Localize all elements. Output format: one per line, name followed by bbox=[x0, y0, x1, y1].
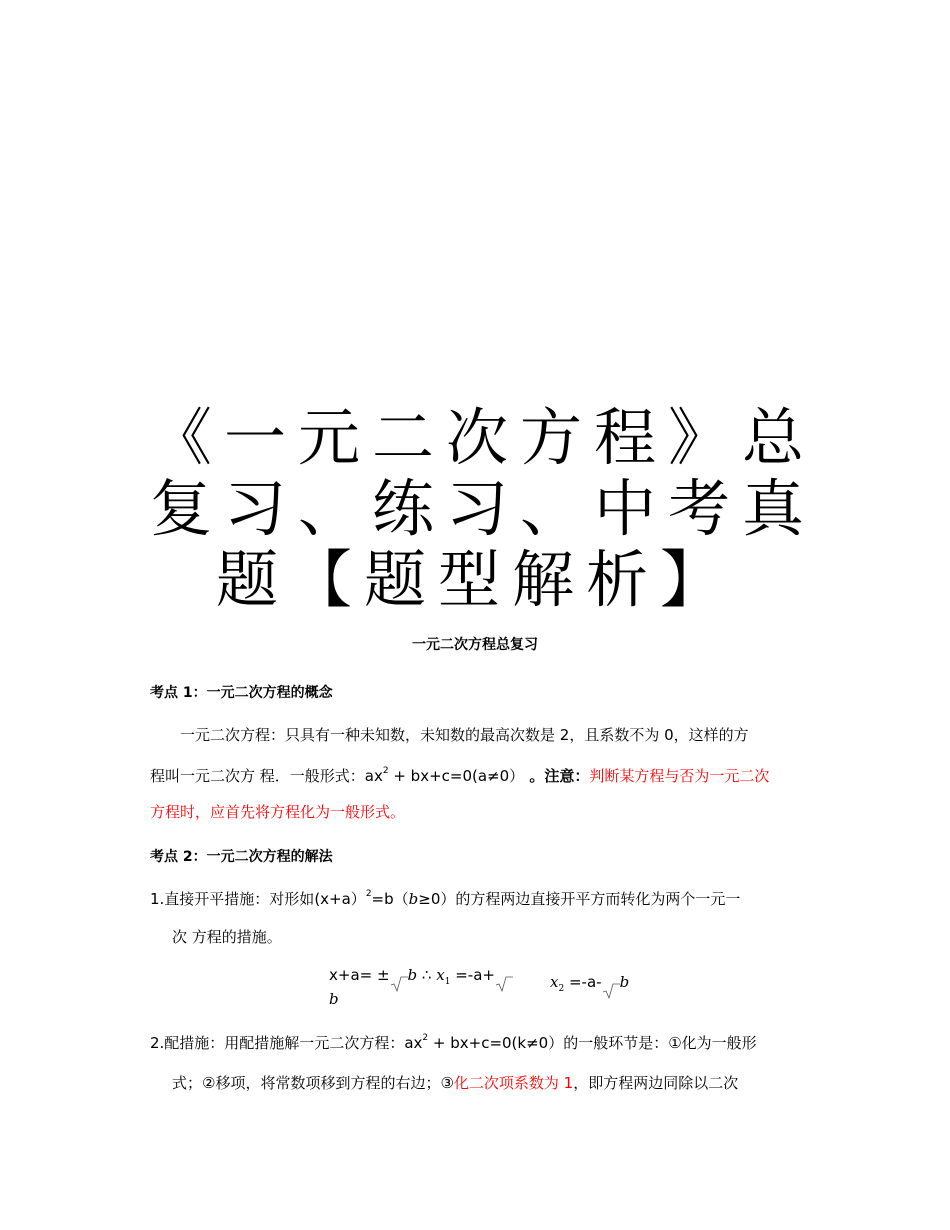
method1-text-b: =b（ bbox=[371, 890, 409, 908]
math-subscript: 2 bbox=[558, 984, 565, 994]
method2-line-1 bbox=[150, 1032, 757, 1053]
point1-text-line-1: 一元二次方程：只具有一种未知数，未知数的最高次数是 2，且系数不为 0，这样的方 bbox=[180, 726, 749, 744]
math-var-x: x bbox=[550, 973, 559, 991]
sqrt-icon bbox=[390, 976, 408, 990]
note-text-red: 判断某方程与否为一元二次 bbox=[589, 767, 770, 785]
math-text: =-a- bbox=[564, 973, 602, 991]
variable-b: b bbox=[408, 890, 419, 908]
exponent: 2 bbox=[422, 1033, 429, 1043]
math-root-2 bbox=[550, 973, 629, 997]
method2-text-a: 2.配措施：用配措施解一元二次方程：ax bbox=[150, 1034, 423, 1052]
title-line-1: 《一元二次方程》总 bbox=[150, 401, 817, 474]
point1-text-line-3: 方程时，应首先将方程化为一般形式。 bbox=[150, 803, 406, 821]
title-line-3: 题【题型解析】 bbox=[215, 543, 734, 616]
math-text: =-a+ bbox=[450, 966, 495, 984]
sqrt-icon bbox=[495, 976, 513, 990]
method1-text-c: ≥0）的方程两边直接开平方而转化为两个一元一 bbox=[418, 890, 741, 908]
math-therefore: ∴ bbox=[417, 966, 437, 984]
math-var-x: x bbox=[436, 966, 445, 984]
point1-text-line-2 bbox=[150, 765, 769, 786]
general-form-equation: + bx+c=0(a≠0） bbox=[388, 767, 525, 785]
point1-heading: 考点 1：一元二次方程的概念 bbox=[150, 685, 333, 701]
exponent: 2 bbox=[382, 766, 389, 776]
method1-line-2: 次 方程的措施。 bbox=[172, 928, 282, 946]
exponent: 2 bbox=[365, 889, 372, 899]
method2-line-2 bbox=[172, 1072, 738, 1093]
note-label: 。注意： bbox=[524, 767, 590, 785]
method2-text-d: ，即方程两边同除以二次 bbox=[573, 1074, 739, 1092]
method1-text-a: 1.直接开平措施：对形如(x+a） bbox=[150, 890, 366, 908]
math-wrap-b: b bbox=[329, 990, 339, 1008]
title-line-2: 复习、练习、中考真 bbox=[150, 472, 817, 545]
math-subscript: 1 bbox=[444, 977, 451, 987]
method2-text-red: 化二次项系数为 1 bbox=[453, 1074, 574, 1092]
section-subtitle: 一元二次方程总复习 bbox=[412, 637, 538, 653]
point2-heading: 考点 2：一元二次方程的解法 bbox=[150, 849, 333, 865]
method2-text-c: 式；②移项，将常数项移到方程的右边；③ bbox=[172, 1074, 454, 1092]
general-form-text: 程叫一元二次方 程．一般形式：ax bbox=[150, 767, 383, 785]
math-text: x+a= ± bbox=[329, 966, 390, 984]
method2-text-b: + bx+c=0(k≠0）的一般环节是：①化为一般形 bbox=[428, 1034, 757, 1052]
method1-line-1 bbox=[150, 888, 740, 909]
sqrt-icon bbox=[602, 983, 620, 997]
math-root-1 bbox=[329, 966, 513, 990]
math-var: b bbox=[619, 973, 630, 991]
main-title bbox=[150, 401, 817, 616]
math-var: b bbox=[407, 966, 418, 984]
